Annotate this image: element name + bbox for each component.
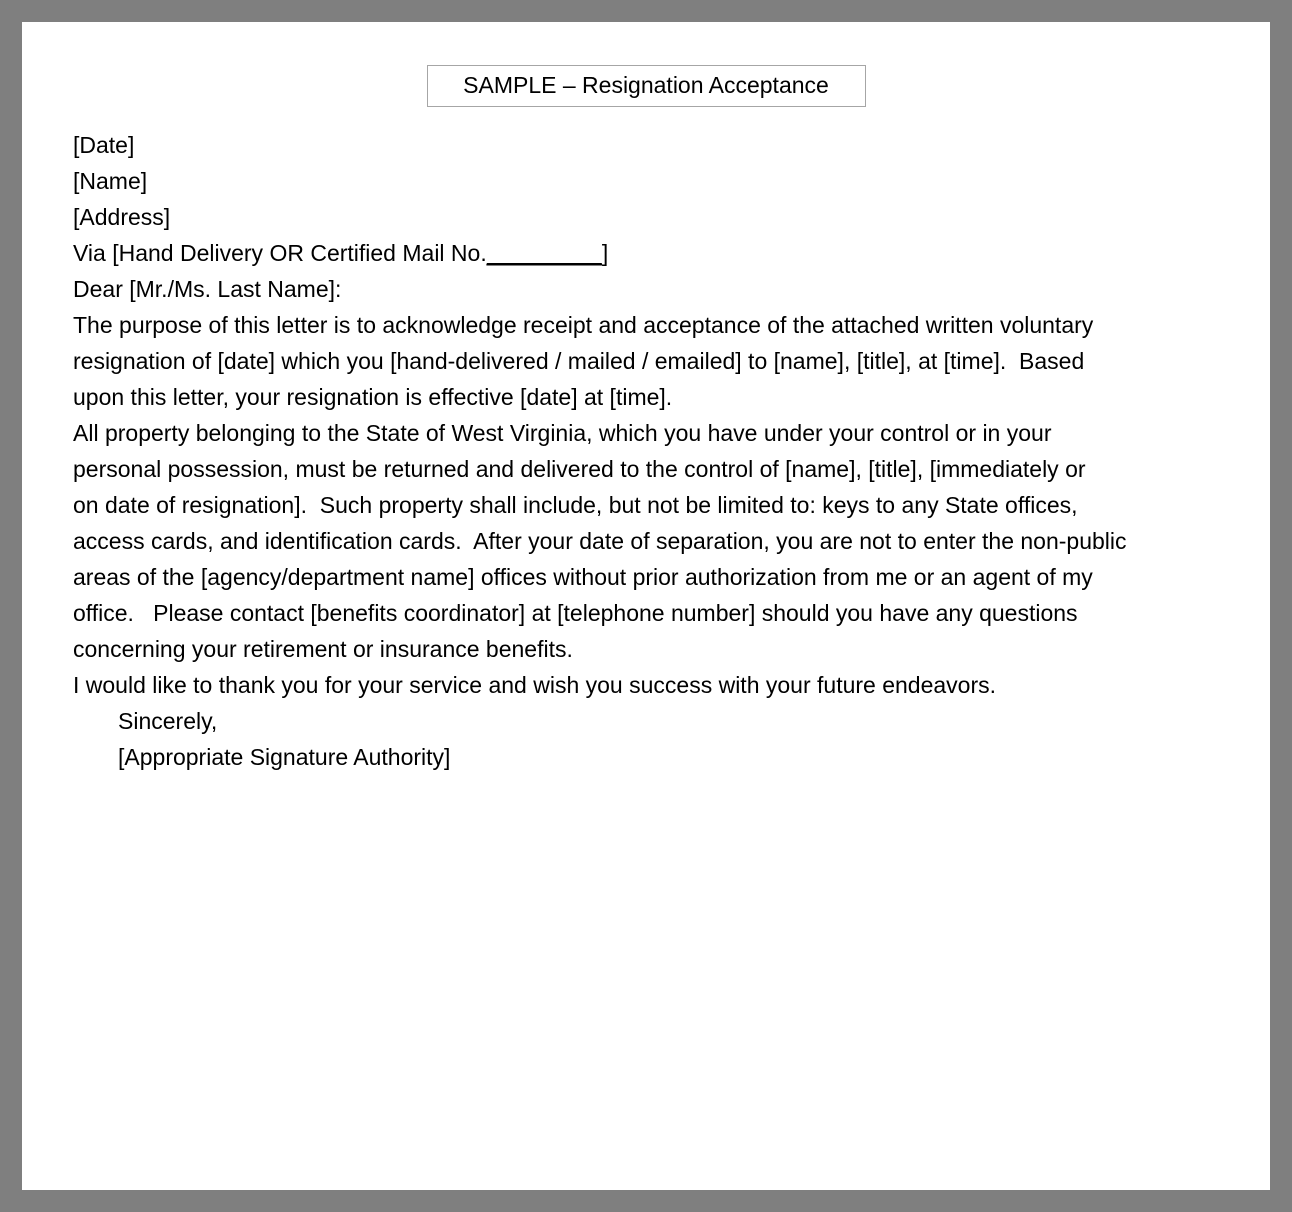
- line-name-text: [Name]: [73, 168, 148, 194]
- line-thank-you: [73, 667, 1240, 703]
- line-personal-possession-text: personal possession, must be returned and delivered to the control of [name], [title], [immediately or: [73, 456, 1086, 482]
- line-date-text: [Date]: [73, 132, 135, 158]
- letter-body: [22, 107, 1270, 775]
- line-salutation-text: Dear [Mr./Ms. Last Name]:: [73, 276, 342, 302]
- line-areas-of-text: areas of the [agency/department name] offices without prior authorization from me or an agent of my: [73, 564, 1093, 590]
- line-areas-of: [73, 559, 1240, 595]
- line-via-suffix: ]: [601, 240, 609, 266]
- line-via-blank-field[interactable]: _________: [486, 240, 602, 266]
- line-address: [73, 199, 1240, 235]
- line-purpose-text: The purpose of this letter is to acknowledge receipt and acceptance of the attached written voluntary: [73, 312, 1094, 338]
- line-via: [73, 235, 1240, 271]
- line-office-contact-text: office. Please contact [benefits coordinator] at [telephone number] should you have any questions: [73, 600, 1078, 626]
- line-on-date-text: on date of resignation]. Such property shall include, but not be limited to: keys to any State offices,: [73, 492, 1078, 518]
- line-signature-text: [Appropriate Signature Authority]: [118, 744, 451, 770]
- line-via-text: Via [Hand Delivery OR Certified Mail No.: [73, 240, 487, 266]
- line-access-cards-text: access cards, and identification cards. After your date of separation, you are not to enter the non-public: [73, 528, 1127, 554]
- page-title: SAMPLE – Resignation Acceptance: [463, 72, 829, 98]
- document-title-box: [427, 65, 866, 107]
- line-all-property: [73, 415, 1240, 451]
- line-purpose: [73, 307, 1240, 343]
- line-address-text: [Address]: [73, 204, 171, 230]
- title-row: [22, 22, 1270, 107]
- line-signature: [73, 739, 1240, 775]
- line-all-property-text: All property belonging to the State of West Virginia, which you have under your control or in your: [73, 420, 1052, 446]
- line-sincerely-text: Sincerely,: [118, 708, 218, 734]
- line-access-cards: [73, 523, 1240, 559]
- document-sheet: [22, 22, 1270, 1190]
- line-concerning: [73, 631, 1240, 667]
- line-concerning-text: concerning your retirement or insurance benefits.: [73, 636, 573, 662]
- line-sincerely: [73, 703, 1240, 739]
- line-resignation-of-text: resignation of [date] which you [hand-delivered / mailed / emailed] to [name], [title], at [time]. Based: [73, 348, 1085, 374]
- line-thank-you-text: I would like to thank you for your service and wish you success with your future endeavors.: [73, 672, 997, 698]
- line-personal-possession: [73, 451, 1240, 487]
- line-office-contact: [73, 595, 1240, 631]
- line-on-date: [73, 487, 1240, 523]
- line-effective-text: upon this letter, your resignation is effective [date] at [time].: [73, 384, 673, 410]
- line-name: [73, 163, 1240, 199]
- line-resignation-of: [73, 343, 1240, 379]
- line-date: [73, 127, 1240, 163]
- line-salutation: [73, 271, 1240, 307]
- line-effective: [73, 379, 1240, 415]
